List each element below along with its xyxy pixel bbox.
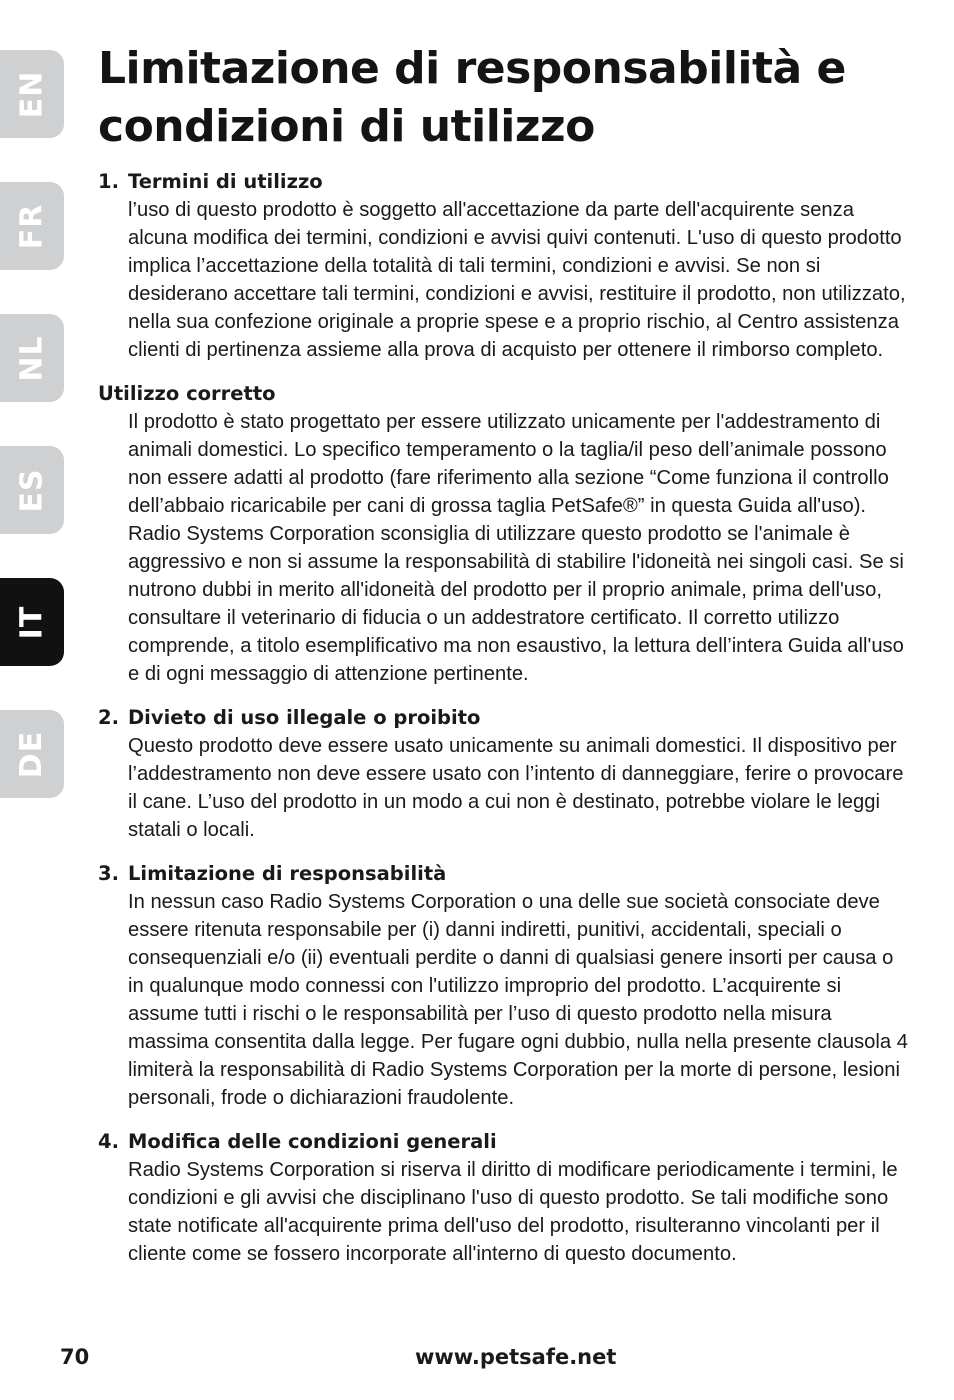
section-heading — [98, 860, 910, 888]
page-title: Limitazione di responsabilità e condizioni di utilizzo — [98, 43, 846, 152]
website-link[interactable]: www.petsafe.net — [415, 1345, 617, 1369]
section-title: Modifica delle condizioni generali — [128, 1130, 497, 1153]
section-heading — [98, 380, 910, 408]
section-limitation-of-liability — [98, 860, 910, 1112]
document-body — [98, 168, 910, 1284]
lang-tab-en[interactable] — [0, 50, 64, 138]
section-heading — [98, 1128, 910, 1156]
section-title: Termini di utilizzo — [128, 170, 323, 193]
section-text: Il prodotto è stato progettato per essere utilizzato unicamente per l'addestramento di animali domestici. Lo specifico temperamento o la taglia/il peso dell’animale possono non essere adatti al prodotto (fare riferimento alla sezione “Come funziona il controllo dell’abbaio ricaricabile per cani di grossa taglia PetSafe®” in questa Guida all'uso). Radio Systems Corporation sconsiglia di utilizzare questo prodotto se l'animale è aggressivo e non si assume la responsabilità di stabilire l'idoneità nei singoli casi. Se si nutrono dubbi in merito all'idoneità del prodotto per il proprio animale, prima dell'uso, consultare il veterinario di fiducia o un addestratore certificato. Il corretto utilizzo comprende, a titolo esemplificativo ma non esaustivo, la lettura dell’intera Guida all'uso e di ogni messaggio di attenzione pertinente. — [128, 411, 904, 685]
lang-tab-label: ES — [14, 467, 50, 513]
section-proper-use — [98, 380, 910, 688]
section-number: 2. — [98, 706, 119, 729]
section-text: In nessun caso Radio Systems Corporation o una delle sue società consociate deve essere ritenuta responsabile per (i) danni indiretti, punitivi, accidentali, speciali o consequenziali e/o (ii) eventuali perdite o danni di qualsiasi genere insorti per causa o in qualunque modo connessi con l'utilizzo improprio del prodotto. L’acquirente si assume tutti i rischi o le responsabilità per l’uso di questo prodotto nella misura massima consentita dalla legge. Per fugare ogni dubbio, nulla nella presente clausola 4 limiterà la responsabilità di Radio Systems Corporation per la morte di persone, lesioni personali, frode o dichiarazioni fraudolente. — [128, 891, 908, 1109]
page-number: 70 — [60, 1345, 90, 1369]
lang-tab-label: NL — [14, 334, 50, 382]
section-heading — [98, 704, 910, 732]
section-number: 3. — [98, 862, 119, 885]
lang-tab-nl[interactable] — [0, 314, 64, 402]
lang-tab-fr[interactable] — [0, 182, 64, 270]
section-title: Utilizzo corretto — [98, 382, 276, 405]
section-text: l’uso di questo prodotto è soggetto all'accettazione da parte dell'acquirente senza alcuna modifica dei termini, condizioni e avvisi quivi contenuti. L'uso di questo prodotto implica l’accettazione della totalità di tali termini, condizioni e avvisi. Se non si desiderano accettare tali termini, condizioni e avvisi, restituire il prodotto, non utilizzato, nella sua confezione originale a proprie spese e a proprio rischio, al Centro assistenza clienti di pertinenza assieme alla prova di acquisto per ottenere il rimborso completo. — [128, 199, 906, 361]
lang-tab-label: DE — [14, 730, 50, 778]
section-text: Radio Systems Corporation si riserva il diritto di modificare periodicamente i termini, le condizioni e gli avvisi che disciplinano l'uso di questo prodotto. Se tali modifiche sono state notificate all'acquirente prima dell'uso del prodotto, risulteranno vincolanti per il cliente come se fossero incorporate all'interno di questo documento. — [128, 1159, 898, 1265]
section-number: 1. — [98, 170, 119, 193]
section-heading — [98, 168, 910, 196]
lang-tab-de[interactable] — [0, 710, 64, 798]
lang-tab-es[interactable] — [0, 446, 64, 534]
section-terms-of-use — [98, 168, 910, 364]
section-prohibited-use — [98, 704, 910, 844]
section-text: Questo prodotto deve essere usato unicamente su animali domestici. Il dispositivo per l’addestramento non deve essere usato con l’intento di danneggiare, ferire o provocare il cane. L’uso del prodotto in un modo a cui non è destinato, potrebbe violare le leggi statali o locali. — [128, 735, 904, 841]
section-number: 4. — [98, 1130, 119, 1153]
lang-tab-label: IT — [14, 605, 50, 639]
page-footer — [0, 1345, 954, 1381]
section-modification-of-terms — [98, 1128, 910, 1268]
section-title: Divieto di uso illegale o proibito — [128, 706, 481, 729]
lang-tab-it[interactable] — [0, 578, 64, 666]
section-title: Limitazione di responsabilità — [128, 862, 447, 885]
lang-tab-label: FR — [14, 203, 50, 249]
lang-tab-label: EN — [14, 70, 50, 118]
